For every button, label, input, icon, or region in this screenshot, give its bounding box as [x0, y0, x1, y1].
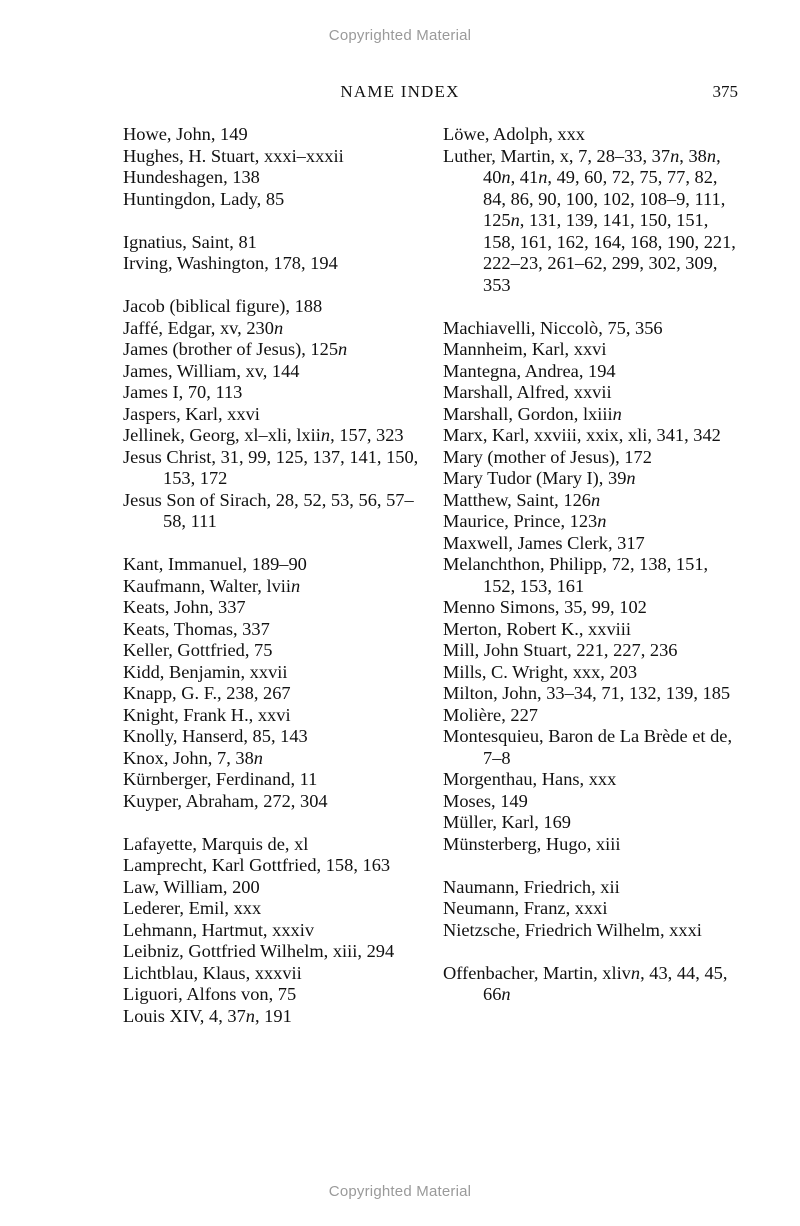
- index-entry: Mary (mother of Jesus), 172: [443, 446, 652, 467]
- index-entry: Menno Simons, 35, 99, 102: [443, 597, 647, 617]
- index-entry: Moses, 149: [443, 790, 528, 811]
- index-entry: Neumann, Franz, xxxi: [443, 898, 608, 918]
- index-entry: Mill, John Stuart, 221, 227, 236: [443, 640, 678, 660]
- index-entry: Law, William, 200: [123, 876, 260, 897]
- index-entry: Münsterberg, Hugo, xiii: [443, 833, 621, 854]
- index-entry: Luther, Martin, x, 7, 28–33, 37n, 38n, 40n, 41n, 49, 60, 72, 75, 77, 82, 84, 86, 90, 100, 102, 108–9, 111, 125n, 131, 139, 141, 150, 151, 158, 161, 162, 164, 168, 190, 221, 222–23, 261–62, 299, 302, 309, 353: [443, 145, 736, 295]
- index-entry: Kant, Immanuel, 189–90: [123, 554, 307, 574]
- index-entry: Jellinek, Georg, xl–xli, lxiin, 157, 323: [123, 425, 404, 445]
- index-entry: Hughes, H. Stuart, xxxi–xxxii: [123, 145, 344, 166]
- index-entry: Mills, C. Wright, xxx, 203: [443, 661, 638, 682]
- index-entry: Mantegna, Andrea, 194: [443, 360, 616, 381]
- index-entry: Kürnberger, Ferdinand, 11: [123, 769, 318, 789]
- index-gap: [123, 275, 423, 297]
- index-entry: Kuyper, Abraham, 272, 304: [123, 790, 328, 811]
- copyright-watermark-top: Copyrighted Material: [328, 27, 472, 44]
- index-entry: Maxwell, James Clerk, 317: [443, 532, 645, 553]
- index-entry: Jaffé, Edgar, xv, 230n: [123, 317, 284, 338]
- index-entry: Keats, Thomas, 337: [123, 618, 270, 639]
- index-column-left: [123, 124, 423, 1027]
- index-entry: Melanchthon, Philipp, 72, 138, 151, 152, 153, 161: [443, 554, 709, 596]
- index-entry: Irving, Washington, 178, 194: [123, 253, 338, 273]
- index-entry: Lehmann, Hartmut, xxxiv: [123, 919, 315, 940]
- index-entry: Milton, John, 33–34, 71, 132, 139, 185: [443, 683, 731, 703]
- index-entry: Jesus Christ, 31, 99, 125, 137, 141, 150, 153, 172: [123, 446, 419, 488]
- index-entry: James I, 70, 113: [123, 382, 243, 402]
- index-entry: Lafayette, Marquis de, xl: [123, 833, 309, 854]
- index-entry: James (brother of Jesus), 125n: [123, 339, 348, 359]
- index-gap: [123, 812, 423, 834]
- index-column-right: [443, 124, 743, 1006]
- running-head: NAME INDEX: [340, 82, 460, 101]
- index-entry: Lederer, Emil, xxx: [123, 898, 262, 918]
- index-entry: Müller, Karl, 169: [443, 812, 571, 832]
- index-entry: Kidd, Benjamin, xxvii: [123, 661, 288, 682]
- index-entry: Knapp, G. F., 238, 267: [123, 683, 291, 703]
- index-entry: Machiavelli, Niccolò, 75, 356: [443, 317, 663, 338]
- index-entry: Huntingdon, Lady, 85: [123, 188, 285, 209]
- index-entry: Knox, John, 7, 38n: [123, 747, 263, 768]
- page-number: 375: [712, 82, 738, 101]
- index-gap: [443, 855, 743, 877]
- index-entry: Mannheim, Karl, xxvi: [443, 339, 607, 359]
- index-entry: Lichtblau, Klaus, xxxvii: [123, 962, 302, 983]
- index-entry: Matthew, Saint, 126n: [443, 489, 601, 510]
- index-entry: Leibniz, Gottfried Wilhelm, xiii, 294: [123, 941, 395, 961]
- index-entry: Montesquieu, Baron de La Brède et de, 7–8: [443, 726, 733, 768]
- index-entry: Marx, Karl, xxviii, xxix, xli, 341, 342: [443, 425, 721, 445]
- index-entry: Offenbacher, Martin, xlivn, 43, 44, 45, 66n: [443, 962, 728, 1004]
- index-entry: Hundeshagen, 138: [123, 167, 260, 187]
- index-entry: Marshall, Alfred, xxvii: [443, 382, 612, 402]
- index-entry: James, William, xv, 144: [123, 360, 300, 381]
- index-entry: Morgenthau, Hans, xxx: [443, 769, 617, 789]
- index-entry: Knolly, Hanserd, 85, 143: [123, 726, 308, 746]
- index-entry: Knight, Frank H., xxvi: [123, 704, 291, 725]
- index-entry: Merton, Robert K., xxviii: [443, 618, 631, 639]
- index-entry: Nietzsche, Friedrich Wilhelm, xxxi: [443, 919, 702, 940]
- index-entry: Mary Tudor (Mary I), 39n: [443, 468, 636, 488]
- index-entry: Maurice, Prince, 123n: [443, 511, 607, 531]
- index-entry: Molière, 227: [443, 704, 538, 725]
- index-entry: Jesus Son of Sirach, 28, 52, 53, 56, 57–58, 111: [123, 489, 414, 531]
- index-entry: Löwe, Adolph, xxx: [443, 124, 586, 144]
- index-entry: Louis XIV, 4, 37n, 191: [123, 1005, 292, 1026]
- index-entry: Liguori, Alfons von, 75: [123, 984, 297, 1004]
- index-gap: [443, 941, 743, 963]
- index-gap: [123, 210, 423, 232]
- index-entry: Ignatius, Saint, 81: [123, 231, 257, 252]
- index-entry: Keller, Gottfried, 75: [123, 640, 273, 660]
- index-entry: Naumann, Friedrich, xii: [443, 876, 620, 897]
- index-entry: Jaspers, Karl, xxvi: [123, 403, 260, 424]
- index-entry: Howe, John, 149: [123, 124, 248, 144]
- index-entry: Marshall, Gordon, lxiiin: [443, 403, 622, 424]
- index-entry: Kaufmann, Walter, lviin: [123, 575, 301, 596]
- index-entry: Jacob (biblical figure), 188: [123, 296, 323, 316]
- index-gap: [123, 533, 423, 555]
- index-gap: [443, 296, 743, 318]
- copyright-watermark-bottom: Copyrighted Material: [328, 1183, 472, 1200]
- index-entry: Lamprecht, Karl Gottfried, 158, 163: [123, 855, 391, 875]
- index-entry: Keats, John, 337: [123, 597, 246, 617]
